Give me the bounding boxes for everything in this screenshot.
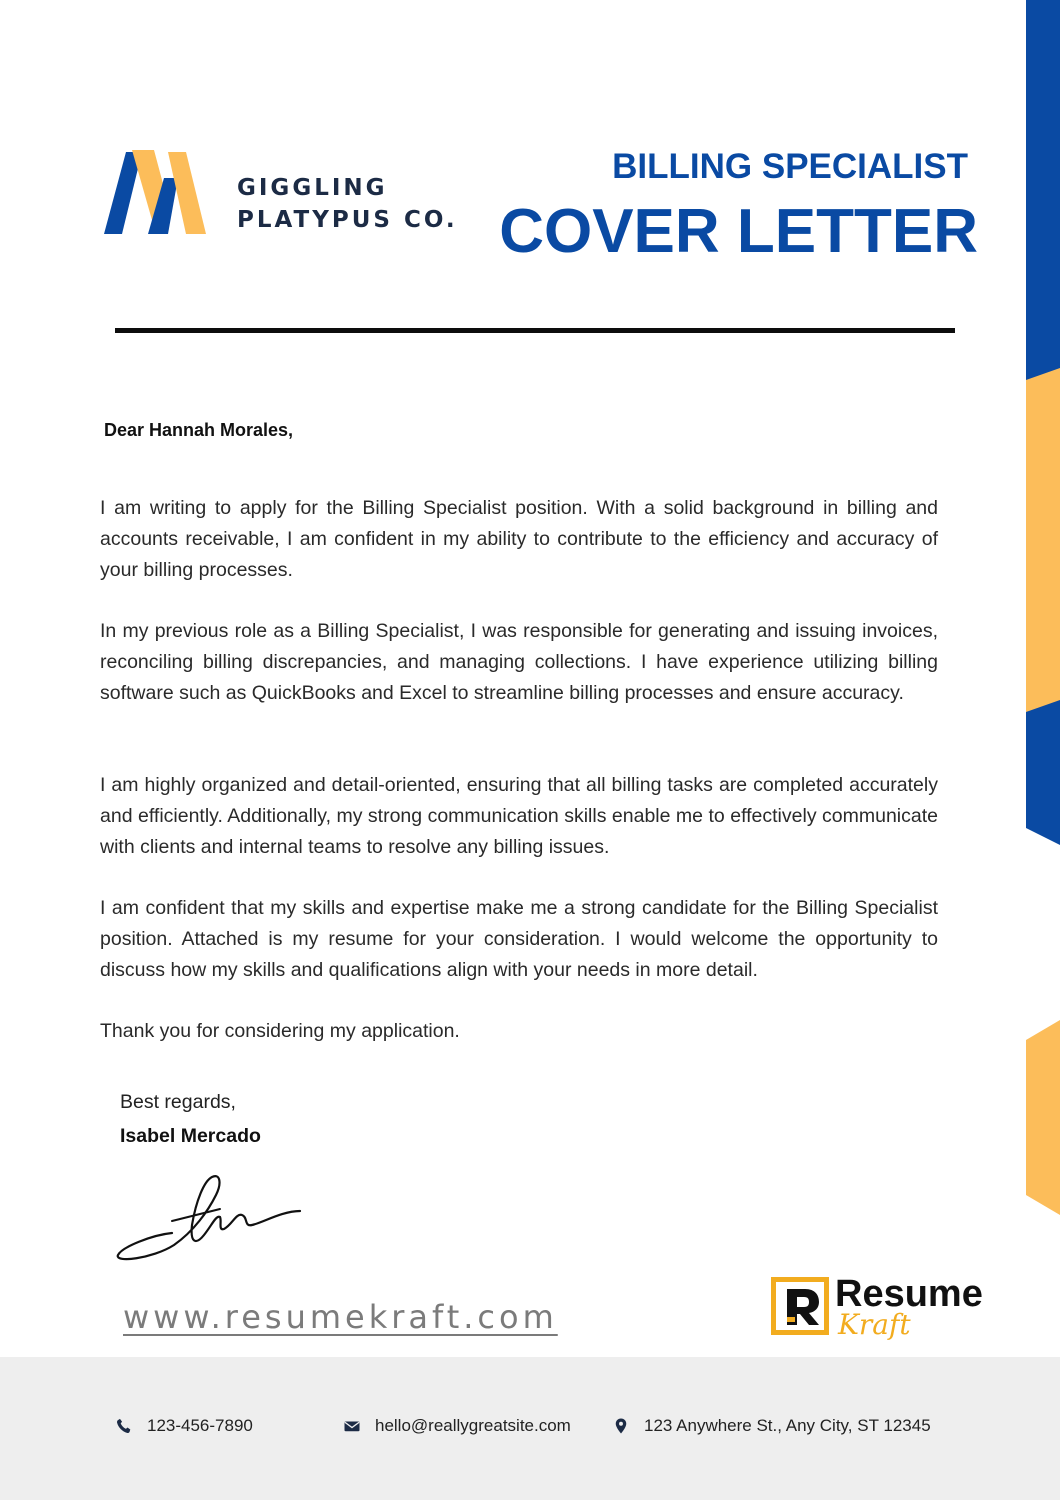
paragraph-2: In my previous role as a Billing Specialist, I was responsible for generating and issuing invoices, reconciling billing discrepancies, and managing collections. I have experience utilizing billing software such as QuickBooks and Excel to streamline billing processes and ensure accuracy. <box>100 620 938 704</box>
paragraph-1: I am writing to apply for the Billing Specialist position. With a solid background in billing and accounts receivable, I am confident in my ability to contribute to the efficiency and accuracy of your billing processes. <box>100 497 938 581</box>
document-title: COVER LETTER <box>499 197 978 266</box>
closing: Best regards, <box>120 1091 236 1113</box>
contact-address <box>612 1416 931 1436</box>
r-brand-icon <box>771 1277 829 1335</box>
paragraph-3: I am highly organized and detail-oriented, ensuring that all billing tasks are completed accurately and efficiently. Additionally, my strong communication skills enable me to effectively communicate with clients and internal teams to resolve any billing issues. <box>100 774 938 858</box>
company-name-line2: PLATYPUS CO. <box>237 207 458 233</box>
paragraph-4: I am confident that my skills and expertise make me a strong candidate for the Billing Specialist position. Attached is my resume for your consideration. I would welcome the opportunity to discuss how my skills and qualifications align with your needs in more detail. <box>100 897 938 981</box>
side-decoration <box>1026 0 1060 1500</box>
header-divider <box>115 328 955 333</box>
signer-name: Isabel Mercado <box>120 1125 261 1147</box>
contact-phone <box>115 1416 253 1436</box>
website-link[interactable]: www.resumekraft.com <box>123 1298 558 1336</box>
company-name <box>237 172 458 236</box>
brand-subname: Kraft <box>838 1308 911 1341</box>
handwritten-signature <box>112 1165 312 1265</box>
phone-icon <box>115 1417 133 1435</box>
street-address: 123 Anywhere St., Any City, ST 12345 <box>644 1416 931 1435</box>
email-icon <box>343 1417 361 1435</box>
paragraph-5: Thank you for considering my application. <box>100 1020 460 1042</box>
greeting: Dear Hannah Morales, <box>104 420 294 440</box>
mountain-m-logo-icon <box>104 150 208 236</box>
job-title: BILLING SPECIALIST <box>612 147 968 186</box>
company-name-line1: GIGGLING <box>237 175 388 201</box>
location-pin-icon <box>612 1417 630 1435</box>
phone-number: 123-456-7890 <box>147 1416 253 1435</box>
brand-name: Resume <box>835 1273 983 1315</box>
contact-email <box>343 1416 571 1436</box>
email-address[interactable]: hello@reallygreatsite.com <box>375 1416 571 1435</box>
